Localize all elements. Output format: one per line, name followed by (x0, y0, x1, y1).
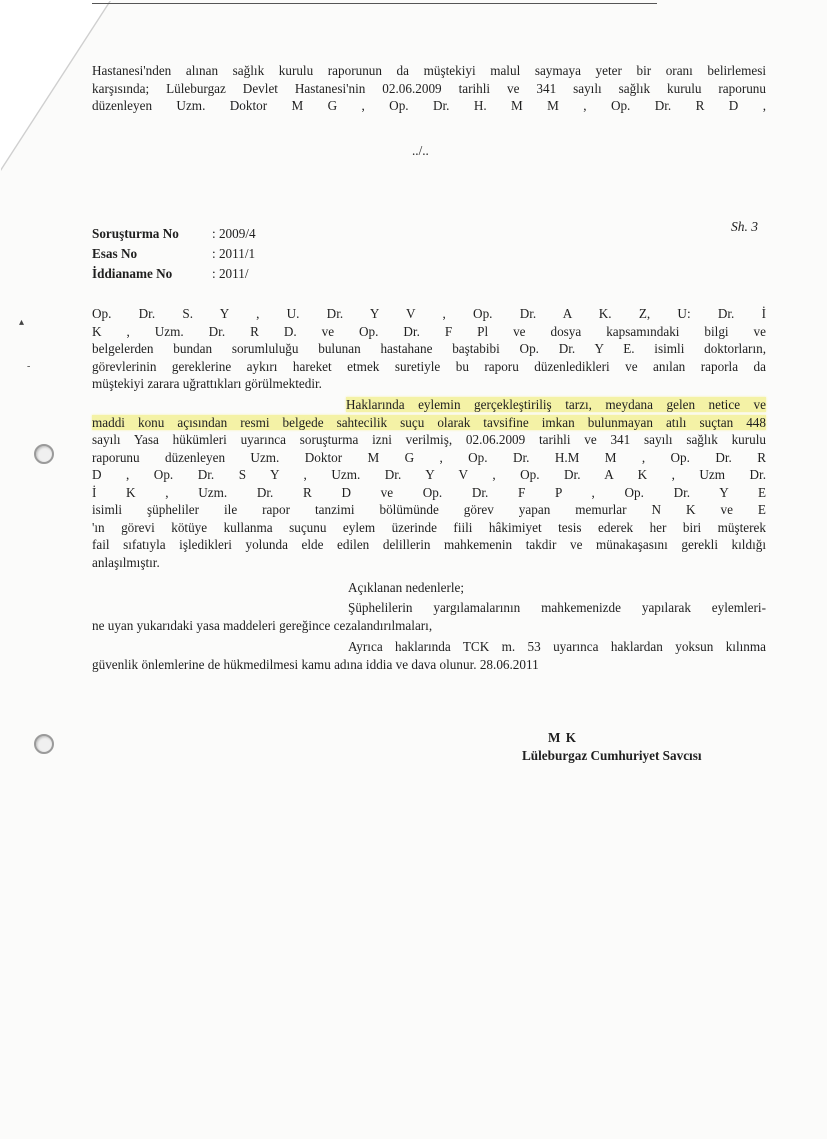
text-line: K , Uzm. Dr. R D. ve Op. Dr. F Pl ve dosya kapsamındaki bilgi ve (92, 323, 766, 339)
header-paragraph (92, 62, 766, 115)
meta-value: : 2011/1 (212, 246, 256, 261)
meta-row-investigation (92, 224, 292, 244)
meta-value: : 2009/4 (212, 226, 256, 241)
signature-block (522, 729, 702, 765)
text-line: İ K , Uzm. Dr. R D ve Op. Dr. F P , Op. Dr. Y E (92, 484, 766, 500)
text-line: belgelerden bundan sorumluluğu bulunan hastahane baştabibi Op. Dr. Y E. isimli doktorların, (92, 341, 766, 356)
scan-speck: - (27, 361, 31, 372)
highlighted-text: Haklarında eylemin gerçekleştiriliş tarzı, meydana gelen netice ve (346, 397, 766, 412)
signature-name: M K (548, 730, 578, 745)
text-line (92, 414, 766, 432)
meta-row-indictment (92, 264, 292, 284)
text-line: sayılı Yasa hükümleri uyarınca soruşturma izni verilmiş, 02.06.2009 tarihli ve 341 sayılı sağlık kurulu (92, 432, 766, 447)
body-paragraph-2 (92, 396, 766, 571)
body-paragraph-1 (92, 305, 766, 393)
text-line: karşısında; Lüleburgaz Devlet Hastanesi'nin 02.06.2009 tarihli ve 341 sayılı sağlık kurulu raporunu (92, 80, 766, 96)
text-line (92, 396, 766, 414)
text-line: fail sıfatıyla işledikleri yolunda elde edilen delillerin mahkemenin takdir ve münakaşasını gerekli kıldığı (92, 537, 766, 552)
text-line: güvenlik önlemlerine de hükmedilmesi kamu adına iddia ve dava olunur. 28.06.2011 (92, 656, 539, 672)
closing-reasons: Açıklanan nedenlerle; (348, 580, 465, 595)
meta-value: : 2011/ (212, 266, 249, 281)
punch-hole-icon (34, 444, 54, 464)
meta-label: İddianame No (92, 266, 173, 281)
text-line: raporunu düzenleyen Uzm. Doktor M G , Op. Dr. H.M M , Op. Dr. R (92, 449, 766, 465)
punch-hole-icon (34, 734, 54, 754)
text-line: D , Op. Dr. S Y , Uzm. Dr. Y V , Op. Dr. A K , Uzm Dr. (92, 467, 766, 482)
highlighted-text: maddi konu açısından resmi belgede sahtecilik suçu olarak tavsifine imkan bulunmayan atılı suçtan 448 (92, 414, 766, 430)
text-line: müştekiyi zarara uğrattıkları görülmektedir. (92, 376, 322, 391)
text-line: Op. Dr. S. Y , U. Dr. Y V , Op. Dr. A K. Z, U: Dr. İ (92, 306, 766, 321)
text-line: görevlerinin gereklerine aykırı hareket etmek suretiyle bu raporu düzenledikleri ve anılan raporla da (92, 358, 766, 374)
closing-request (92, 599, 766, 634)
closing-extra (92, 638, 766, 673)
text-line: isimli şüpheliler ile rapor tanzimi bölümünde görev yapan memurlar N K ve E (92, 502, 766, 517)
text-line: Hastanesi'nden alınan sağlık kurulu raporunun da müştekiyi malul saymaya yeter bir oranı belirlemesi (92, 63, 766, 78)
meta-label: Esas No (92, 246, 138, 261)
text-line: Şüphelilerin yargılamalarının mahkemenizde yapılarak eylemleri- (348, 600, 766, 615)
top-rule (92, 3, 657, 4)
meta-row-case (92, 244, 292, 264)
text-line: ne uyan yukarıdaki yasa maddeleri gereğince cezalandırılmaları, (92, 617, 433, 633)
meta-label: Soruşturma No (92, 226, 179, 241)
text-line: düzenleyen Uzm. Doktor M G , Op. Dr. H. M M , Op. Dr. R D , (92, 98, 766, 113)
continuation-mark: ../.. (412, 143, 429, 158)
signature-title: Lüleburgaz Cumhuriyet Savcısı (522, 748, 702, 763)
case-meta (92, 224, 292, 284)
text-line: Ayrıca haklarında TCK m. 53 uyarınca haklardan yoksun kılınma (348, 639, 766, 654)
sheet-number: Sh. 3 (731, 219, 758, 234)
scan-speck: ▴ (19, 317, 25, 328)
text-line: 'ın görevi kötüye kullanma suçunu eylem üzerinde fiili hâkimiyet tesis ederek her biri müşterek (92, 519, 766, 535)
text-line: anlaşılmıştır. (92, 554, 160, 570)
